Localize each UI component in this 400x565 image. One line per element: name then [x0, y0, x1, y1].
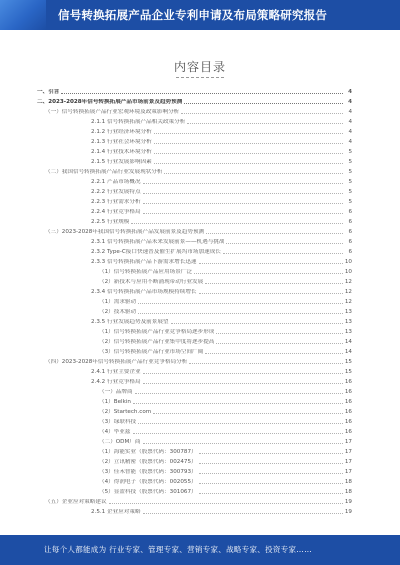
- toc-leader-dots: [143, 182, 343, 184]
- toc-leader-dots: [135, 392, 343, 394]
- toc-entry[interactable]: [31, 216, 352, 226]
- toc-entry-page: 18: [344, 479, 352, 485]
- toc-entry[interactable]: [31, 256, 352, 266]
- toc-entry[interactable]: [31, 436, 352, 446]
- toc-leader-dots: [133, 432, 343, 434]
- toc-leader-dots: [184, 102, 343, 104]
- toc-entry[interactable]: [31, 226, 352, 236]
- toc-entry-page: 16: [344, 389, 352, 395]
- toc-leader-dots: [143, 372, 343, 374]
- toc-entry[interactable]: [31, 266, 352, 276]
- toc-leader-dots: [143, 442, 343, 444]
- toc-leader-dots: [154, 152, 343, 154]
- toc-leader-dots: [138, 302, 343, 304]
- toc-entry-page: 10: [344, 269, 352, 275]
- footer-slogan: 让每个人都能成为 行业专家、管理专家、营销专家、战略专家、投资专家……: [44, 545, 312, 554]
- toc-entry-page: 6: [348, 209, 352, 215]
- toc-entry-page: 12: [344, 279, 352, 285]
- toc-entry[interactable]: [31, 156, 352, 166]
- toc-entry-label: 2.1.2 行业经济环境分析: [91, 129, 152, 135]
- toc-entry-label: 2.3.1 信号转换拓展产品未来发展前景——机遇与挑战: [91, 239, 225, 245]
- report-header-bar: [0, 0, 400, 30]
- toc-entry-label: 2.1.1 信号转换拓展产品相关政策分析: [91, 119, 186, 125]
- toc-entry[interactable]: [31, 466, 352, 476]
- toc-leader-dots: [199, 292, 343, 294]
- header-accent-stripe: [0, 0, 46, 30]
- toc-leader-dots: [199, 462, 343, 464]
- table-of-contents: [31, 86, 352, 516]
- toc-entry[interactable]: [31, 386, 352, 396]
- toc-entry-label: （二）ODM厂商: [99, 439, 141, 445]
- toc-leader-dots: [131, 222, 343, 224]
- toc-leader-dots: [133, 402, 343, 404]
- toc-leader-dots: [223, 252, 343, 254]
- toc-entry[interactable]: [31, 336, 352, 346]
- toc-entry-label: （一）品牌商: [99, 389, 133, 395]
- toc-entry-label: （2）信号转换拓展产品行业集中度将逐步提高: [99, 339, 215, 345]
- toc-entry-page: 5: [348, 189, 352, 195]
- toc-entry-label: 2.3.5 行业发展趋势及前景展望: [91, 319, 169, 325]
- toc-entry[interactable]: [31, 96, 352, 106]
- toc-leader-dots: [143, 512, 343, 514]
- toc-entry-label: （一）信号转换拓展产品行业宏观环境及政策影响分析: [45, 109, 180, 115]
- toc-entry-label: 2.2.5 行业规模: [91, 219, 130, 225]
- toc-entry[interactable]: [31, 106, 352, 116]
- toc-entry[interactable]: [31, 166, 352, 176]
- toc-entry-page: 18: [344, 489, 352, 495]
- toc-entry-label: （1）信号转换拓展产品应用场景广泛: [99, 269, 193, 275]
- toc-entry[interactable]: [31, 476, 352, 486]
- toc-entry-page: 15: [344, 359, 352, 365]
- toc-entry[interactable]: [31, 276, 352, 286]
- toc-entry[interactable]: [31, 246, 352, 256]
- toc-entry-page: 17: [344, 439, 352, 445]
- toc-entry-page: 6: [348, 229, 352, 235]
- toc-leader-dots: [199, 492, 343, 494]
- toc-entry-label: （四）2023-2028年信号转换拓展产品行业竞争格局分析: [45, 359, 188, 365]
- toc-entry[interactable]: [31, 496, 352, 506]
- toc-entry-label: （1）信号转换拓展产品行业竞争格局逐步形成: [99, 329, 215, 335]
- toc-entry-label: （2）新技术与应用不断涌现带动行业发展: [99, 279, 204, 285]
- toc-entry-label: 2.3.2 Type-C接口快速普及催生扩展坞市场加速成长: [91, 249, 221, 255]
- toc-entry-page: 19: [344, 509, 352, 515]
- toc-entry[interactable]: [31, 316, 352, 326]
- toc-leader-dots: [226, 242, 343, 244]
- toc-entry[interactable]: [31, 366, 352, 376]
- toc-entry[interactable]: [31, 326, 352, 336]
- toc-entry-page: 6: [348, 249, 352, 255]
- toc-leader-dots: [206, 232, 343, 234]
- toc-leader-dots: [143, 192, 343, 194]
- toc-entry-page: 4: [348, 89, 352, 95]
- toc-entry-label: 2.3.4 信号转换拓展产品市场规模持续增长: [91, 289, 197, 295]
- toc-leader-dots: [205, 282, 343, 284]
- toc-leader-dots: [143, 212, 343, 214]
- toc-leader-dots: [61, 92, 343, 94]
- toc-entry-label: （二）我国信号转换拓展产品行业发展现状分析: [45, 169, 163, 175]
- toc-leader-dots: [154, 142, 343, 144]
- toc-entry-label: 2.2.3 行业需求分析: [91, 199, 141, 205]
- toc-entry-page: 5: [348, 199, 352, 205]
- toc-entry-page: 6: [348, 219, 352, 225]
- toc-entry[interactable]: [31, 486, 352, 496]
- toc-leader-dots: [138, 312, 343, 314]
- toc-entry-page: 13: [344, 309, 352, 315]
- toc-entry-page: 4: [348, 99, 352, 105]
- toc-entry-label: （2）Startech.com: [99, 409, 152, 415]
- toc-entry-page: 4: [348, 119, 352, 125]
- toc-entry[interactable]: [31, 406, 352, 416]
- toc-entry-label: （五）企业应对策略建议: [45, 499, 107, 505]
- toc-entry-label: （3）佳禾智能（股票代码：300793）: [99, 469, 197, 475]
- toc-leader-dots: [143, 382, 343, 384]
- toc-leader-dots: [189, 362, 343, 364]
- toc-entry[interactable]: [31, 126, 352, 136]
- toc-entry-label: （2）技术驱动: [99, 309, 137, 315]
- toc-entry-page: 12: [344, 289, 352, 295]
- toc-entry[interactable]: [31, 346, 352, 356]
- toc-entry[interactable]: [31, 426, 352, 436]
- toc-entry-page: 15: [344, 369, 352, 375]
- toc-entry[interactable]: [31, 356, 352, 366]
- toc-entry-page: 16: [344, 419, 352, 425]
- toc-entry[interactable]: [31, 306, 352, 316]
- toc-entry-page: 4: [348, 109, 352, 115]
- toc-leader-dots: [143, 202, 343, 204]
- toc-entry-page: 6: [348, 239, 352, 245]
- toc-entry-page: 10: [344, 259, 352, 265]
- toc-entry[interactable]: [31, 176, 352, 186]
- toc-leader-dots: [199, 262, 343, 264]
- toc-entry-page: 16: [344, 409, 352, 415]
- toc-entry-label: 2.3.3 信号转换拓展产品下游需求增长迅速: [91, 259, 197, 265]
- toc-entry-page: 5: [348, 169, 352, 175]
- toc-entry-label: 2.1.3 行业社会环境分析: [91, 139, 152, 145]
- toc-leader-dots: [164, 172, 343, 174]
- toc-entry[interactable]: [31, 296, 352, 306]
- toc-entry-page: 5: [348, 149, 352, 155]
- toc-entry-page: 5: [348, 159, 352, 165]
- toc-leader-dots: [216, 342, 342, 344]
- toc-entry-page: 16: [344, 379, 352, 385]
- toc-leader-dots: [154, 132, 343, 134]
- toc-leader-dots: [171, 322, 343, 324]
- toc-entry-label: （3）绿联科技: [99, 419, 137, 425]
- toc-entry-label: （1）需求驱动: [99, 299, 137, 305]
- toc-entry-label: 2.1.5 行业发展影响因素: [91, 159, 152, 165]
- toc-entry-page: 12: [344, 299, 352, 305]
- toc-entry-page: 17: [344, 469, 352, 475]
- toc-entry[interactable]: [31, 146, 352, 156]
- toc-entry-page: 4: [348, 129, 352, 135]
- toc-entry-label: 二、2023-2028年信号转换拓展产品市场前景及趋势预测: [37, 99, 183, 105]
- toc-leader-dots: [153, 412, 343, 414]
- toc-entry-label: （2）立讯精密（股票代码：002475）: [99, 459, 197, 465]
- toc-entry[interactable]: [31, 116, 352, 126]
- toc-entry-label: （4）毕亚兹: [99, 429, 131, 435]
- toc-entry[interactable]: [31, 446, 352, 456]
- toc-entry[interactable]: [31, 376, 352, 386]
- toc-entry[interactable]: [31, 416, 352, 426]
- toc-entry[interactable]: [31, 236, 352, 246]
- toc-entry-label: （5）显盈科技（股票代码：301067）: [99, 489, 197, 495]
- toc-entry-label: 2.1.4 行业技术环境分析: [91, 149, 152, 155]
- toc-leader-dots: [154, 162, 343, 164]
- toc-entry-page: 19: [344, 499, 352, 505]
- toc-leader-dots: [181, 112, 343, 114]
- toc-entry-label: 2.2.4 行业竞争格局: [91, 209, 141, 215]
- toc-entry-label: （4）得润电子（股票代码：002055）: [99, 479, 197, 485]
- toc-entry-label: 2.2.1 产品市场概况: [91, 179, 141, 185]
- toc-leader-dots: [205, 352, 343, 354]
- toc-entry-page: 16: [344, 399, 352, 405]
- toc-entry-page: 14: [344, 339, 352, 345]
- toc-entry-label: 2.4.1 行业主要企业: [91, 369, 141, 375]
- toc-leader-dots: [199, 452, 343, 454]
- toc-leader-dots: [194, 272, 343, 274]
- toc-entry-label: （1）Belkin: [99, 399, 131, 405]
- toc-leader-dots: [199, 482, 343, 484]
- toc-entry-label: （1）海能实业（股票代码：300787）: [99, 449, 197, 455]
- toc-heading: 内容目录: [0, 58, 400, 78]
- toc-entry-label: 2.2.2 行业发展特点: [91, 189, 141, 195]
- toc-entry[interactable]: [31, 196, 352, 206]
- toc-entry-page: 17: [344, 459, 352, 465]
- toc-entry-page: 13: [344, 329, 352, 335]
- toc-entry-label: 一、引言: [37, 89, 60, 95]
- toc-entry-label: （3）信号转换拓展产品行业市场空间广阔: [99, 349, 204, 355]
- toc-leader-dots: [216, 332, 342, 334]
- report-title: 信号转换拓展产品企业专利申请及布局策略研究报告: [58, 8, 328, 22]
- toc-leader-dots: [138, 422, 343, 424]
- toc-leader-dots: [109, 502, 343, 504]
- toc-entry-label: 2.5.1 企业应对策略: [91, 509, 141, 515]
- toc-leader-dots: [187, 122, 343, 124]
- toc-entry-page: 13: [344, 319, 352, 325]
- toc-leader-dots: [199, 472, 343, 474]
- toc-entry[interactable]: [31, 396, 352, 406]
- toc-entry-page: 4: [348, 139, 352, 145]
- toc-entry-label: （三）2023-2028年我国信号转换拓展产品发展前景及趋势预测: [45, 229, 205, 235]
- report-footer-bar: [0, 535, 400, 565]
- toc-entry-page: 16: [344, 429, 352, 435]
- toc-entry[interactable]: [31, 506, 352, 516]
- toc-entry[interactable]: [31, 456, 352, 466]
- toc-entry[interactable]: [31, 286, 352, 296]
- toc-entry-page: 5: [348, 179, 352, 185]
- toc-entry-page: 17: [344, 449, 352, 455]
- toc-entry[interactable]: [31, 136, 352, 146]
- toc-entry[interactable]: [31, 206, 352, 216]
- toc-entry[interactable]: [31, 86, 352, 96]
- toc-entry[interactable]: [31, 186, 352, 196]
- toc-entry-page: 14: [344, 349, 352, 355]
- toc-entry-label: 2.4.2 行业竞争格局: [91, 379, 141, 385]
